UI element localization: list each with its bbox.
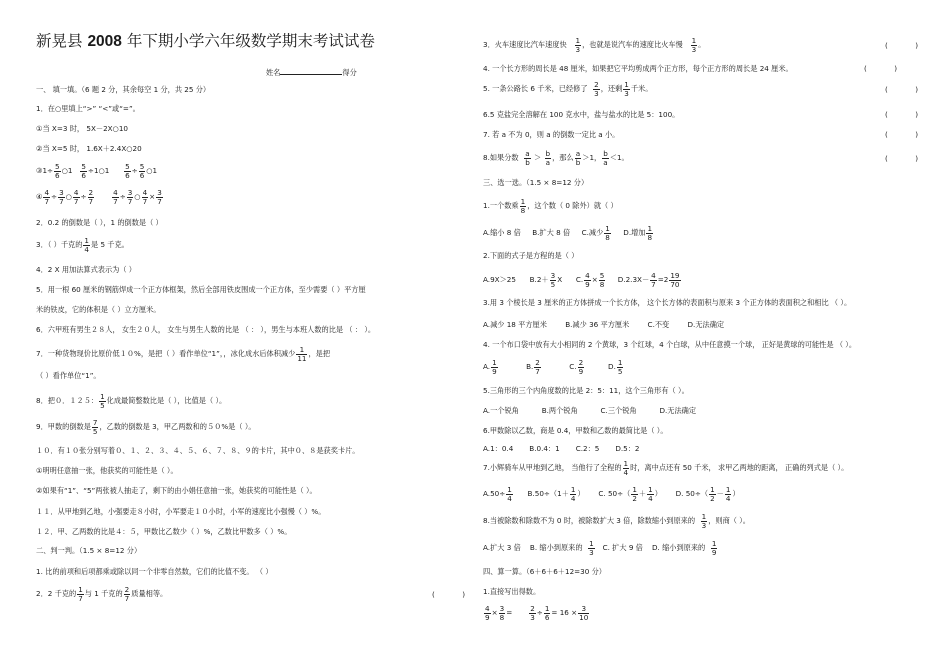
fraction: $\frac{2}{3}$ [594, 79, 599, 98]
judge6-answer[interactable]: ( ) [885, 110, 919, 119]
option-c[interactable]: C.三个锐角 [600, 406, 637, 415]
judge7-text: 7. 若 a 不为 0，则 a 的倒数一定比 a 小。 [483, 130, 620, 139]
fraction: $\frac{2}{7}$ [88, 187, 94, 206]
choice7-options [483, 484, 740, 504]
fraction: $\frac{2}{7}$ [124, 584, 130, 603]
fraction: $\frac{4}{7}$ [113, 187, 118, 206]
fraction: $\frac{1}{8}$ [520, 196, 526, 215]
section-one-heading: 一、 填一填。（6 题 2 分，其余每空 1 分，共 25 分） [36, 85, 211, 94]
q5-text-a: 5．用一根 60 厘米的钢筋焊成一个正方体框架，然后全部用铁皮围成一个正方体，至少需要（ ）平方厘 [36, 285, 366, 294]
option-a[interactable]: A.减少 18 平方厘米 [483, 320, 547, 329]
option-a[interactable]: A.9X＞25 [483, 275, 516, 284]
option-c[interactable]: C. 扩大 9 倍 [602, 543, 643, 552]
q12-text: １２．甲、乙两数的比是４：５，甲数比乙数少（ ）%，乙数比甲数多（ ）%。 [36, 527, 292, 536]
judge7-answer[interactable]: ( ) [885, 130, 919, 139]
fraction: $\frac{1}{4}$ [570, 484, 576, 503]
option-d[interactable]: D.无法确定 [687, 320, 725, 329]
option-a[interactable]: A.扩大 3 倍 [483, 543, 521, 552]
option-b[interactable]: B.2＋ $\frac{3}{5}$ X [529, 270, 563, 289]
q6-text: 6．六甲班有男生２８人， 女生２０人， 女生与男生人数的比是 （ ： ），男生与本班人数的比是 （ ： ）。 [36, 325, 376, 334]
fraction: $\frac{3}{5}$ [550, 270, 556, 289]
choice8-text: 8.当被除数和除数不为 0 时，被除数扩大 3 倍，除数缩小到原来的 $\frac{1}{3}$ ，则商（ ）。 [483, 511, 750, 530]
option-a[interactable]: A.一个锐角 [483, 406, 519, 415]
judge3-answer[interactable]: ( ) [885, 41, 919, 50]
fraction: $\frac{1}{7}$ [78, 584, 83, 603]
judge3-text: 3．火车速度比汽车速度快 $\frac{1}{3}$ ，也就是说汽车的速度比火车慢 $\frac{1}{3}$ 。 [483, 35, 706, 54]
choice6-options [483, 444, 640, 454]
judge4-answer[interactable]: ( ) [864, 64, 898, 73]
fraction: $\frac{1}{3}$ [589, 538, 594, 557]
fraction: $\frac{1}{3}$ [624, 79, 629, 98]
option-c[interactable]: C. 50÷（ $\frac{1}{2}$ ＋ $\frac{1}{4}$ ） [598, 484, 662, 503]
fraction: $\frac{2}{7}$ [535, 357, 540, 376]
choice4-text: 4. 一个布口袋中放有大小相同的 2 个黄球，3 个红球，4 个白球，从中任意摸一个球， 正好是黄球的可能性是 （ ）。 [483, 340, 857, 349]
exam-title: 新晃县 2008 年下期小学六年级数学期末考试试卷 [36, 32, 375, 50]
q1d-text: ④ $\frac{4}{7}$ ÷ $\frac{3}{7}$ ○ $\frac{4}{7}$ ÷ $\frac{2}{7}$ $\frac{4}{7}$ ÷ $\frac{3}{7}$ ○ $\frac{4}{7}$ × $\frac{3}{7}$ [36, 187, 162, 206]
fraction: $\frac{1}{6}$ [544, 603, 550, 622]
choice5-options [483, 406, 696, 416]
option-b[interactable]: B.扩大 8 倍 [532, 228, 571, 237]
fraction: $\frac{1}{2}$ [632, 484, 637, 503]
q4-text: 4．2 X 用加法算式表示为（ ） [36, 265, 136, 274]
q2-text: 2．0.2 的倒数是（ ），1 的倒数是（ ） [36, 218, 163, 227]
fraction: $\frac{5}{8}$ [599, 270, 605, 289]
choice5-text: 5.三角形的三个内角度数的比是 2：5：11，这个三角形有（ ）。 [483, 386, 689, 395]
section-three-heading: 三、选一选。（1.5 × 8=12 分） [483, 178, 589, 187]
fraction: $\frac{1}{3}$ [691, 35, 697, 54]
fraction: $\frac{1}{3}$ [575, 35, 581, 54]
q10-text: １０．有１０张分别写着０、１、２、３、４、５、６、７、８、９的卡片，其中０、８是获奖卡片。 [36, 446, 360, 455]
fraction: $\frac{b}{a}$ [545, 148, 551, 167]
fraction: $\frac{1}{8}$ [647, 223, 653, 242]
option-c[interactable]: C.减少 $\frac{1}{8}$ [581, 223, 610, 242]
choice2-options [483, 270, 682, 290]
option-d[interactable]: D.增加 $\frac{1}{8}$ [623, 223, 653, 242]
choice7-text: 7.小辉骑车从甲地到乙地， 当他行了全程的 $\frac{1}{4}$ 时，离中点还有 50 千米， 求甲乙两地的距离， 正确的列式是（ ）。 [483, 458, 849, 477]
option-d[interactable]: D. $\frac{1}{5}$ [608, 357, 623, 376]
fraction: $\frac{19}{70}$ [670, 270, 680, 289]
fraction: $\frac{1}{9}$ [492, 357, 497, 376]
fraction: $\frac{3}{7}$ [157, 187, 162, 206]
option-c[interactable]: C.不变 [647, 320, 670, 329]
fraction: $\frac{3}{10}$ [579, 603, 589, 622]
option-d[interactable]: D.2.3X－ $\frac{4}{7}$ =2 $\frac{19}{70}$ [617, 270, 680, 289]
fraction: $\frac{1}{5}$ [617, 357, 623, 376]
option-c[interactable]: C. $\frac{4}{9}$ × $\frac{5}{8}$ [575, 270, 605, 289]
fraction: $\frac{7}{5}$ [92, 417, 98, 436]
fraction: $\frac{a}{b}$ [525, 148, 530, 167]
fraction: $\frac{3}{7}$ [127, 187, 133, 206]
section-four-heading: 四、算一算。（6＋6＋6＋12=30 分） [483, 567, 606, 576]
fraction: $\frac{3}{7}$ [59, 187, 64, 206]
judge5-answer[interactable]: ( ) [885, 85, 919, 94]
fraction: $\frac{b}{a}$ [603, 148, 608, 167]
fraction: $\frac{1}{8}$ [605, 223, 610, 242]
fraction: $\frac{1}{4}$ [623, 458, 629, 477]
judge8-answer[interactable]: ( ) [885, 154, 919, 163]
fraction: $\frac{1}{4}$ [507, 484, 512, 503]
fraction: $\frac{2}{3}$ [530, 603, 535, 622]
fraction: $\frac{4}{7}$ [651, 270, 656, 289]
choice1-options [483, 224, 654, 242]
fraction: $\frac{1}{4}$ [648, 484, 653, 503]
section-two-heading: 二、判一判。（1.5 × 8=12 分） [36, 546, 142, 555]
fraction: $\frac{2}{9}$ [578, 357, 584, 376]
option-b[interactable]: B.0.4：1 [529, 444, 560, 453]
option-a[interactable]: A.1：0.4 [483, 444, 514, 453]
judge2-text: 2．2 千克的 $\frac{1}{7}$ 与 1 千克的 $\frac{2}{7}$ 质量相等。 [36, 584, 168, 603]
option-b[interactable]: B.减少 36 平方厘米 [565, 320, 630, 329]
fraction: $\frac{5}{6}$ [55, 161, 60, 180]
fraction: $\frac{3}{8}$ [499, 603, 505, 622]
option-b[interactable]: B. $\frac{2}{7}$ [526, 357, 540, 376]
name-score-line: 姓名 得分 [266, 68, 357, 77]
q3-text: 3．（ ）千克的 $\frac{1}{4}$ 是 5 千克。 [36, 235, 129, 254]
q8-text: 8．把０．１２５： $\frac{1}{5}$ 化成最简整数比是（ ），比值是（ ）。 [36, 391, 227, 410]
fraction: $\frac{4}{9}$ [585, 270, 590, 289]
option-a[interactable]: A. $\frac{1}{9}$ [483, 357, 497, 376]
fraction: $\frac{4}{7}$ [44, 187, 50, 206]
q10b-text: ②如果有“1”、“5”两张被人抽走了，剩下的由小娟任意抽一张，她获奖的可能性是（ ）。 [36, 486, 317, 495]
q7-text-b: （ ）看作单位“1”。 [36, 371, 101, 380]
judge8-text: 8.如果分数 $\frac{a}{b}$ ＞ $\frac{b}{a}$ ，那么 $\frac{a}{b}$ ＞1， $\frac{b}{a}$ ＜1。 [483, 148, 629, 167]
fraction: $\frac{4}{7}$ [142, 187, 148, 206]
judge2-answer[interactable]: ( ) [432, 590, 466, 599]
q11-text: １１．从甲地到乙地，小强要走８小时，小军要走１０小时，小军的速度比小强慢（ ）%。 [36, 507, 326, 516]
fraction: $\frac{4}{9}$ [485, 603, 490, 622]
fraction: $\frac{1}{5}$ [100, 391, 105, 410]
name-blank[interactable] [280, 66, 342, 75]
fraction: $\frac{5}{6}$ [81, 161, 86, 180]
calc1-expressions: $\frac{4}{9}$ × $\frac{3}{8}$ = $\frac{2}{3}$ ÷ $\frac{1}{6}$ = 16 × $\frac{3}{10}$ [485, 603, 589, 622]
fraction: $\frac{5}{6}$ [139, 161, 145, 180]
choice1-text: 1.一个数乘 $\frac{1}{8}$ ，这个数（ 0 除外）就（ ） [483, 196, 618, 215]
q7-text: 7．一种货物现价比原价低１０%，是把（ ）看作单位“1”，，冰化成水后体积减少 $\frac{1}{11}$ ，是把 [36, 344, 331, 363]
fraction: $\frac{1}{3}$ [701, 511, 707, 530]
option-a[interactable]: A.缩小 8 倍 [483, 228, 521, 237]
judge1-text: 1. 比的前项和后项都乘或除以同一个非零自然数，它们的比值不变。 （ ） [36, 567, 273, 576]
q1a-text: ①当 X=3 时， 5X－2X○10 [36, 124, 128, 133]
option-d[interactable]: D.无法确定 [659, 406, 697, 415]
option-a[interactable]: A.50÷ $\frac{1}{4}$ [483, 484, 512, 503]
fraction: $\frac{4}{7}$ [73, 187, 79, 206]
choice3-options [483, 320, 724, 330]
choice4-options [483, 357, 624, 377]
option-d[interactable]: D. 50÷（ $\frac{1}{2}$ － $\frac{1}{4}$ ） [675, 484, 740, 503]
q1-text: 1．在○里填上“>” “<”或“=”。 [36, 104, 140, 113]
option-b[interactable]: B.两个锐角 [541, 406, 578, 415]
choice2-text: 2.下面的式子是方程的是（ ） [483, 251, 579, 260]
judge5-text: 5. 一条公路长 6 千米，已经修了 $\frac{2}{3}$ ，还剩 $\frac{1}{3}$ 千米。 [483, 79, 653, 98]
judge6-text: 6.5 克盐完全溶解在 100 克水中，盐与盐水的比是 5：100。 [483, 110, 680, 119]
fraction: $\frac{1}{9}$ [711, 538, 717, 557]
option-c[interactable]: C.2：5 [575, 444, 600, 453]
fraction: $\frac{1}{4}$ [725, 484, 731, 503]
judge4-text: 4. 一个长方形的周长是 48 厘米，如果把它平均剪成两个正方形，每个正方形的周长是 24 厘米。 [483, 64, 793, 73]
q10a-text: ①明明任意抽一张，他获奖的可能性是（ ）。 [36, 466, 178, 475]
q1b-text: ②当 X=5 时， 1.6X＋2.4X○20 [36, 144, 142, 153]
fraction: $\frac{1}{11}$ [297, 344, 307, 363]
fraction: $\frac{1}{2}$ [710, 484, 715, 503]
option-b[interactable]: B. 缩小到原来的 $\frac{1}{3}$ [529, 538, 594, 557]
fraction: $\frac{a}{b}$ [575, 148, 581, 167]
q5-text-b: 米的铁皮，它的体积是（ ）立方厘米。 [36, 305, 161, 314]
calc1-text: 1.直接写出得数。 [483, 587, 541, 596]
fraction: $\frac{1}{4}$ [84, 235, 89, 254]
option-d[interactable]: D.5：2 [615, 444, 640, 453]
choice6-text: 6.甲数除以乙数，商是 0.4，甲数和乙数的最简比是（ ）。 [483, 426, 668, 435]
option-c[interactable]: C. $\frac{2}{9}$ [569, 357, 584, 376]
q1c-text: ③1÷ $\frac{5}{6}$ ○1 $\frac{5}{6}$ ÷1○1 $\frac{5}{6}$ ÷ $\frac{5}{6}$ ○1 [36, 161, 158, 180]
option-b[interactable]: B.50÷（1＋ $\frac{1}{4}$ ） [527, 484, 585, 503]
choice8-options [483, 538, 718, 558]
fraction: $\frac{5}{6}$ [125, 161, 130, 180]
option-d[interactable]: D. 缩小到原来的 $\frac{1}{9}$ [652, 538, 717, 557]
choice3-text: 3.用 3 个棱长是 3 厘米的正方体拼成一个长方体， 这个长方体的表面积与原来 3 个正方体的表面积之和相比 （ ）。 [483, 298, 852, 307]
q9-text: 9．甲数的倒数是 $\frac{7}{5}$ ，乙数的倒数是 3，甲乙两数和的５０%是（ ）。 [36, 417, 256, 436]
